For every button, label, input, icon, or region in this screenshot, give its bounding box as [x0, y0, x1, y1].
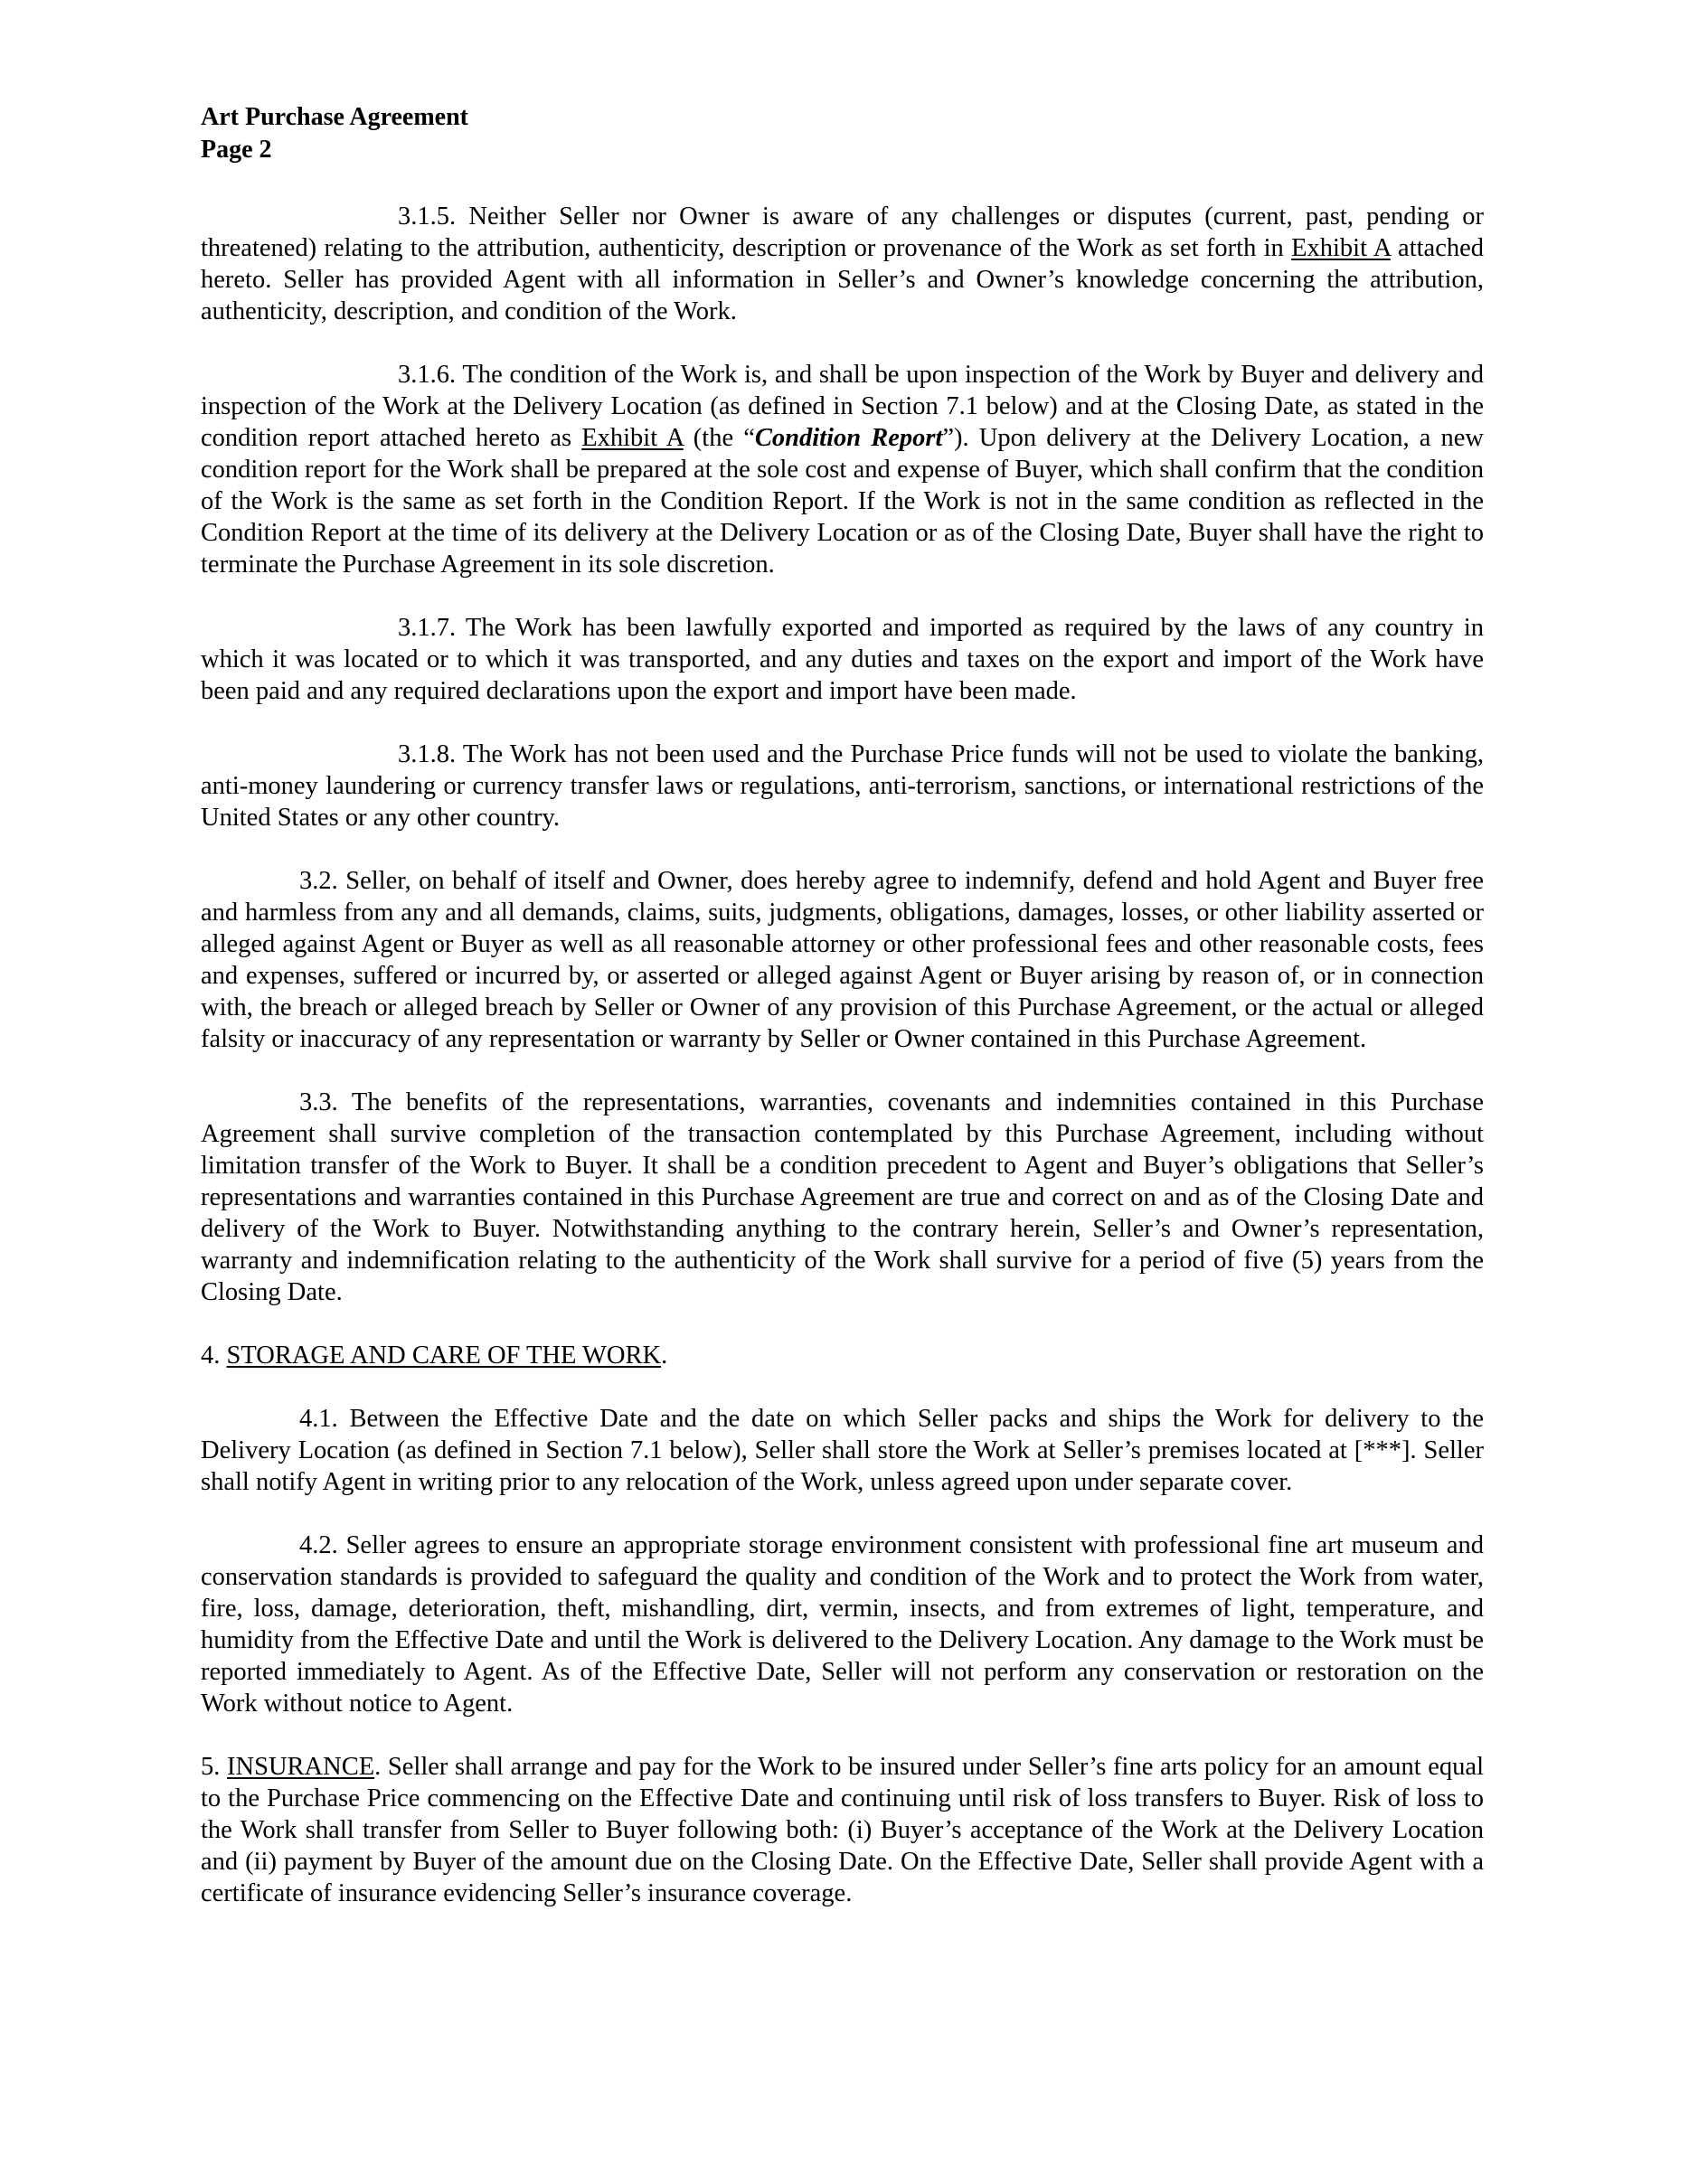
- section-4-heading: [201, 1340, 1484, 1371]
- section-text: attached hereto. Seller has provided Agent with all information in Seller’s and Owner’s knowledge concerning the attribution, authenticity, description, and condition of the Work.: [201, 234, 1484, 325]
- section-3-1-5: [201, 201, 1484, 327]
- section-3-1-8: 3.1.8. The Work has not been used and the Purchase Price funds will not be used to violate the banking, anti-money laundering or currency transfer laws or regulations, anti-terrorism, sanctions, or international restrictions of the United States or any other country.: [201, 740, 1484, 832]
- section-text: .: [661, 1341, 668, 1370]
- section-text: (the “: [683, 424, 755, 452]
- section-3-1-7: 3.1.7. The Work has been lawfully exported and imported as required by the laws of any country in which it was located or to which it was transported, and any duties and taxes on the export and import of the Work have been paid and any required declarations upon the export and import have been made.: [201, 614, 1484, 705]
- section-title: INSURANCE: [227, 1753, 375, 1781]
- page-number: Page 2: [201, 136, 272, 164]
- section-title: STORAGE AND CARE OF THE WORK: [226, 1341, 662, 1370]
- page-header: [201, 101, 1484, 166]
- section-number: 5.: [201, 1753, 228, 1781]
- section-4-1: 4.1. Between the Effective Date and the date on which Seller packs and ships the Work for delivery to the Delivery Location (as defined in Section 7.1 below), Seller shall store the Work at Seller’s premises located at [***]. Seller shall notify Agent in writing prior to any relocation of the Work, unless agreed upon under separate cover.: [201, 1405, 1484, 1496]
- exhibit-a-reference: Exhibit A: [1291, 234, 1391, 262]
- section-3-1-6: [201, 359, 1484, 580]
- section-text: ”). Upon delivery at the Delivery Location, a new condition report for the Work shall be prepared at the sole cost and expense of Buyer, which shall confirm that the condition of the Work is the same as set forth in the Condition Report. If the Work is not in the same condition as reflected in the Condition Report at the time of its delivery at the Delivery Location or as of the Closing Date, Buyer shall have the right to terminate the Purchase Agreement in its sole discretion.: [201, 424, 1484, 579]
- exhibit-a-reference: Exhibit A: [581, 424, 684, 452]
- defined-term-condition-report: Condition Report: [754, 424, 943, 452]
- section-4-2: 4.2. Seller agrees to ensure an appropriate storage environment consistent with professional fine art museum and conservation standards is provided to safeguard the quality and condition of the Work and to protect the Work from water, fire, loss, damage, deterioration, theft, mishandling, dirt, vermin, insects, and from extremes of light, temperature, and humidity from the Effective Date and until the Work is delivered to the Delivery Location. Any damage to the Work must be reported immediately to Agent. As of the Effective Date, Seller will not perform any conservation or restoration on the Work without notice to Agent.: [201, 1531, 1484, 1718]
- section-text: 3.1.6. The condition of the Work is, and shall be upon inspection of the Work by Buyer and delivery and inspection of the Work at the Delivery Location (as defined in Section 7.1 below) and at the Closing Date, as stated in the condition report attached hereto as: [201, 361, 1484, 452]
- section-3-3: 3.3. The benefits of the representations, warranties, covenants and indemnities contained in this Purchase Agreement shall survive completion of the transaction contemplated by this Purchase Agreement, including without limitation transfer of the Work to Buyer. It shall be a condition precedent to Agent and Buyer’s obligations that Seller’s representations and warranties contained in this Purchase Agreement are true and correct on and as of the Closing Date and delivery of the Work to Buyer. Notwithstanding anything to the contrary herein, Seller’s and Owner’s representation, warranty and indemnification relating to the authenticity of the Work shall survive for a period of five (5) years from the Closing Date.: [201, 1088, 1484, 1306]
- section-3-2: 3.2. Seller, on behalf of itself and Owner, does hereby agree to indemnify, defend and hold Agent and Buyer free and harmless from any and all demands, claims, suits, judgments, obligations, damages, losses, or other liability asserted or alleged against Agent or Buyer as well as all reasonable attorney or other professional fees and other reasonable costs, fees and expenses, suffered or incurred by, or asserted or alleged against Agent or Buyer arising by reason of, or in connection with, the breach or alleged breach by Seller or Owner of any provision of this Purchase Agreement, or the actual or alleged falsity or inaccuracy of any representation or warranty by Seller or Owner contained in this Purchase Agreement.: [201, 867, 1484, 1053]
- section-5: [201, 1751, 1484, 1909]
- section-number: 4.: [201, 1341, 227, 1370]
- document-title: Art Purchase Agreement: [201, 103, 468, 131]
- section-text: . Seller shall arrange and pay for the Work to be insured under Seller’s fine arts policy for an amount equal to the Purchase Price commencing on the Effective Date and continuing until risk of loss transfers to Buyer. Risk of loss to the Work shall transfer from Seller to Buyer following both: (i) Buyer’s acceptance of the Work at the Delivery Location and (ii) payment by Buyer of the amount due on the Closing Date. On the Effective Date, Seller shall provide Agent with a certificate of insurance evidencing Seller’s insurance coverage.: [201, 1753, 1484, 1907]
- section-text: 3.1.5. Neither Seller nor Owner is aware of any challenges or disputes (current, past, pending or threatened) relating to the attribution, authenticity, description or provenance of the Work as set forth in: [201, 202, 1484, 262]
